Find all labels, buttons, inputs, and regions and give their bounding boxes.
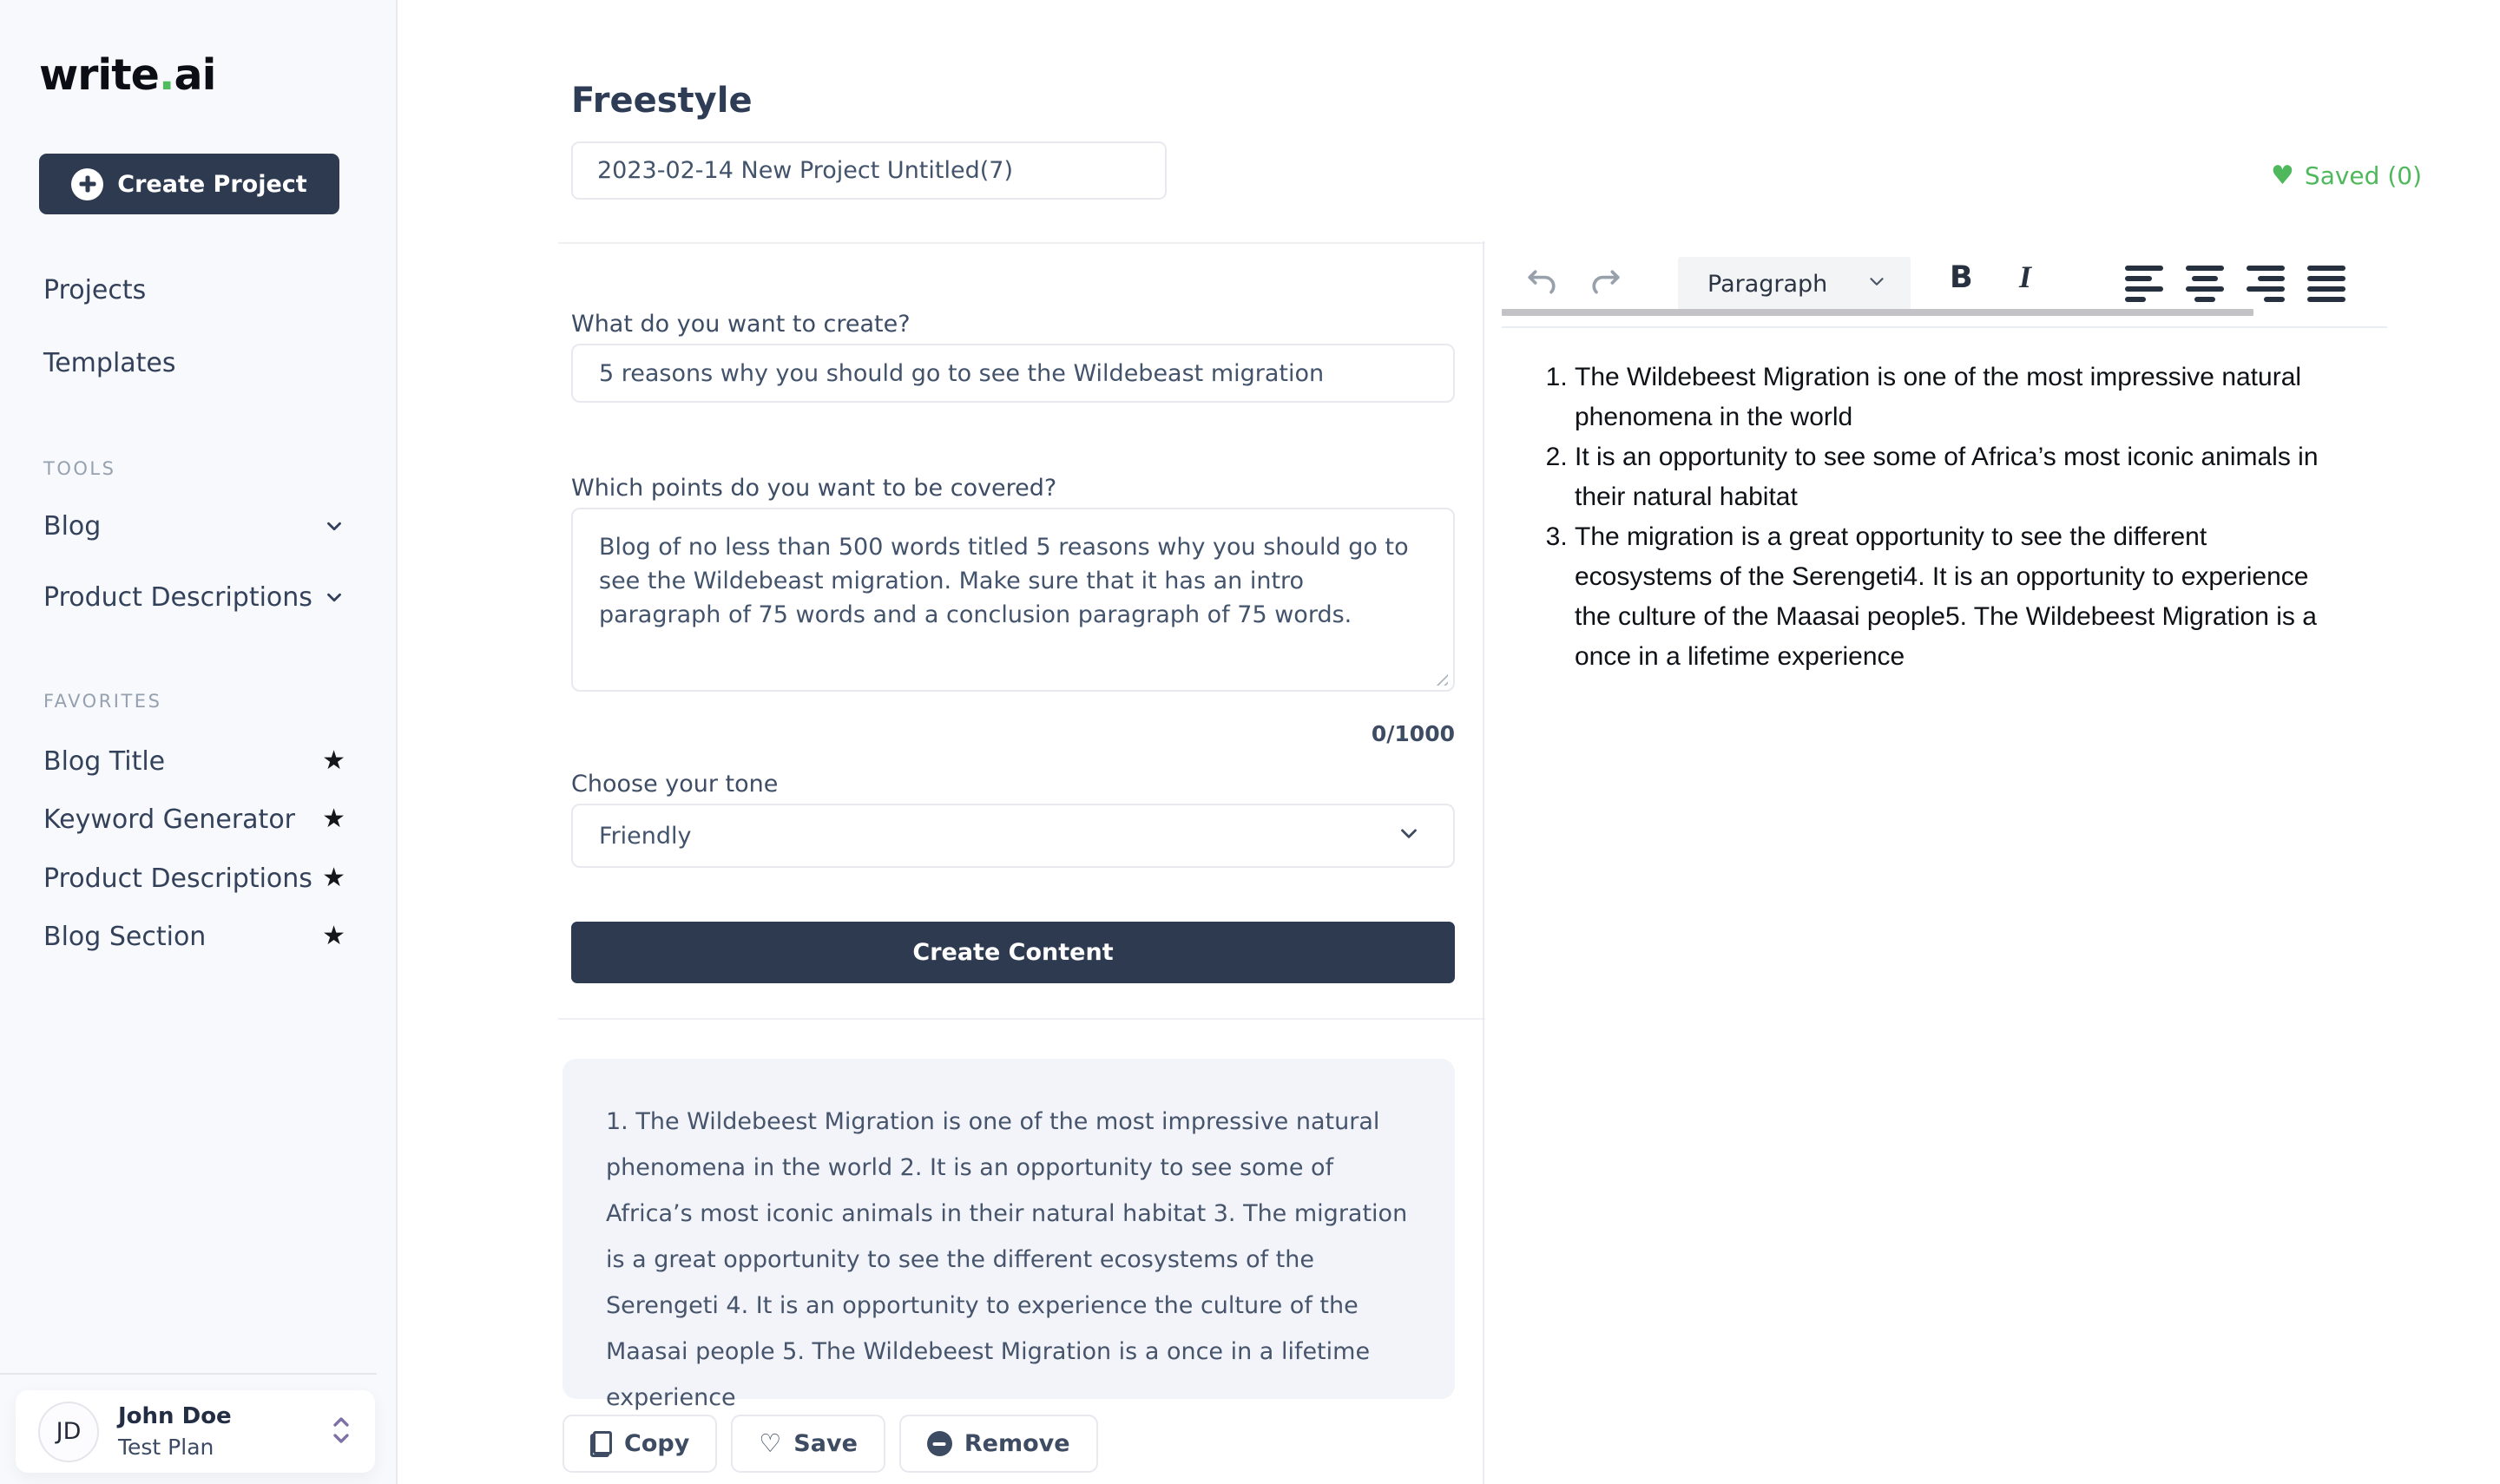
page-title: Freestyle (571, 81, 753, 121)
chevrons-updown-icon[interactable] (330, 1413, 352, 1451)
form-divider (558, 1018, 1485, 1020)
editor-list-item: 2. It is an opportunity to see some of Africa’s most iconic animals in their natural habitat (1575, 437, 2335, 517)
toolbar-scrollbar[interactable] (1502, 309, 2253, 316)
brand-logo (39, 50, 215, 100)
favorites-heading: FAVORITES (43, 691, 162, 712)
sidebar-item-label: Product Descriptions (43, 581, 312, 613)
create-field-input[interactable] (571, 344, 1455, 403)
paragraph-style-value: Paragraph (1707, 270, 1828, 298)
copy-label: Copy (624, 1430, 690, 1457)
output-text: 1. The Wildebeest Migration is one of the most impressive natural phenomena in the world 2. It is an opportunity to see some of Africa’s most iconic animals in their natural habitat 3. The migration is a great opportunity to see the different ecosystems of the Serengeti 4. It is an opportunity to experience the culture of the Maasai people 5. The Wildebeest Migration is a once in a lifetime experience (606, 1108, 1408, 1411)
favorite-item-label: Blog Section (43, 921, 207, 952)
heart-outline-icon: ♡ (759, 1428, 782, 1458)
sidebar-divider (0, 1373, 377, 1375)
favorite-item-label: Blog Title (43, 745, 166, 777)
output-actions (562, 1415, 1098, 1473)
undo-button[interactable] (1523, 264, 1561, 305)
avatar-initials: JD (56, 1418, 82, 1445)
remove-icon (927, 1431, 952, 1456)
tone-field-label: Choose your tone (571, 771, 779, 798)
copy-icon (590, 1431, 612, 1457)
panel-divider (1483, 241, 1484, 1484)
favorite-item-product-descriptions[interactable] (43, 859, 345, 897)
tone-select-value: Friendly (599, 822, 692, 850)
redo-icon (1587, 264, 1625, 302)
tone-select[interactable] (571, 804, 1455, 868)
undo-icon (1523, 264, 1561, 302)
sidebar-item-label: Blog (43, 510, 102, 542)
brand-dot: . (158, 50, 174, 100)
chevron-down-icon (323, 586, 345, 608)
output-card (562, 1059, 1455, 1411)
star-icon[interactable]: ★ (322, 804, 345, 834)
align-center-icon[interactable] (2186, 266, 2224, 302)
avatar (38, 1402, 99, 1462)
rich-text-editor[interactable] (1526, 358, 2335, 677)
user-name: John Doe (118, 1403, 232, 1429)
header-divider (558, 242, 1485, 244)
paragraph-style-dropdown[interactable] (1678, 257, 1911, 311)
char-counter: 0/1000 (1371, 721, 1455, 746)
create-project-label: Create Project (117, 170, 307, 198)
copy-button[interactable] (562, 1415, 717, 1473)
sidebar-item-templates[interactable] (43, 344, 345, 382)
tools-heading: TOOLS (43, 458, 116, 479)
sidebar-item-label: Projects (43, 274, 147, 305)
remove-label: Remove (964, 1430, 1070, 1457)
saved-button[interactable] (2271, 161, 2422, 190)
sidebar-item-blog[interactable] (43, 507, 345, 545)
points-field-textarea[interactable] (571, 508, 1455, 692)
favorite-item-label: Product Descriptions (43, 863, 312, 894)
sidebar-item-projects[interactable] (43, 271, 345, 309)
user-meta (118, 1403, 330, 1460)
sidebar-item-label: Templates (43, 347, 176, 378)
align-left-icon[interactable] (2125, 266, 2163, 302)
sidebar-item-product-descriptions[interactable] (43, 578, 345, 616)
save-button[interactable] (731, 1415, 885, 1473)
star-icon[interactable]: ★ (322, 745, 345, 776)
bold-button[interactable]: B (1950, 260, 1973, 295)
project-name-input[interactable] (571, 141, 1167, 200)
points-field-label: Which points do you want to be covered? (571, 475, 1057, 502)
favorite-item-label: Keyword Generator (43, 804, 296, 835)
favorite-item-keyword-generator[interactable] (43, 800, 345, 838)
brand-suffix: ai (174, 50, 216, 100)
remove-button[interactable] (899, 1415, 1098, 1473)
align-right-icon[interactable] (2247, 266, 2285, 302)
create-project-button[interactable] (39, 154, 339, 214)
favorite-item-blog-title[interactable] (43, 742, 345, 780)
star-icon[interactable]: ★ (322, 921, 345, 951)
italic-button[interactable]: I (2019, 259, 2032, 294)
editor-ordered-list (1526, 358, 2335, 677)
align-justify-icon[interactable] (2307, 266, 2345, 302)
star-icon[interactable]: ★ (322, 863, 345, 893)
brand-prefix: write (39, 50, 159, 100)
create-field-label: What do you want to create? (571, 311, 911, 338)
favorite-item-blog-section[interactable] (43, 917, 345, 955)
plus-icon (71, 168, 103, 200)
save-label: Save (793, 1430, 858, 1457)
editor-list-item: 3. The migration is a great opportunity to see the different ecosystems of the Serengeti4. It is an opportunity to experience the culture of the Maasai people5. The Wildebeest Migration is a once in a lifetime experience (1575, 517, 2335, 677)
redo-button[interactable] (1587, 264, 1625, 305)
sidebar (0, 0, 398, 1484)
user-menu[interactable] (16, 1390, 375, 1473)
create-content-button[interactable]: Create Content (571, 922, 1455, 983)
editor-list-item: 1. The Wildebeest Migration is one of the most impressive natural phenomena in the world (1575, 358, 2335, 437)
toolbar-divider (1502, 326, 2387, 328)
chevron-down-icon (1865, 270, 1888, 299)
chevron-down-icon (1396, 820, 1422, 852)
chevron-down-icon (323, 515, 345, 537)
heart-icon: ♥ (2271, 160, 2294, 191)
user-plan: Test Plan (118, 1435, 214, 1460)
saved-label: Saved (0) (2304, 161, 2422, 190)
main-content (398, 0, 2500, 1484)
